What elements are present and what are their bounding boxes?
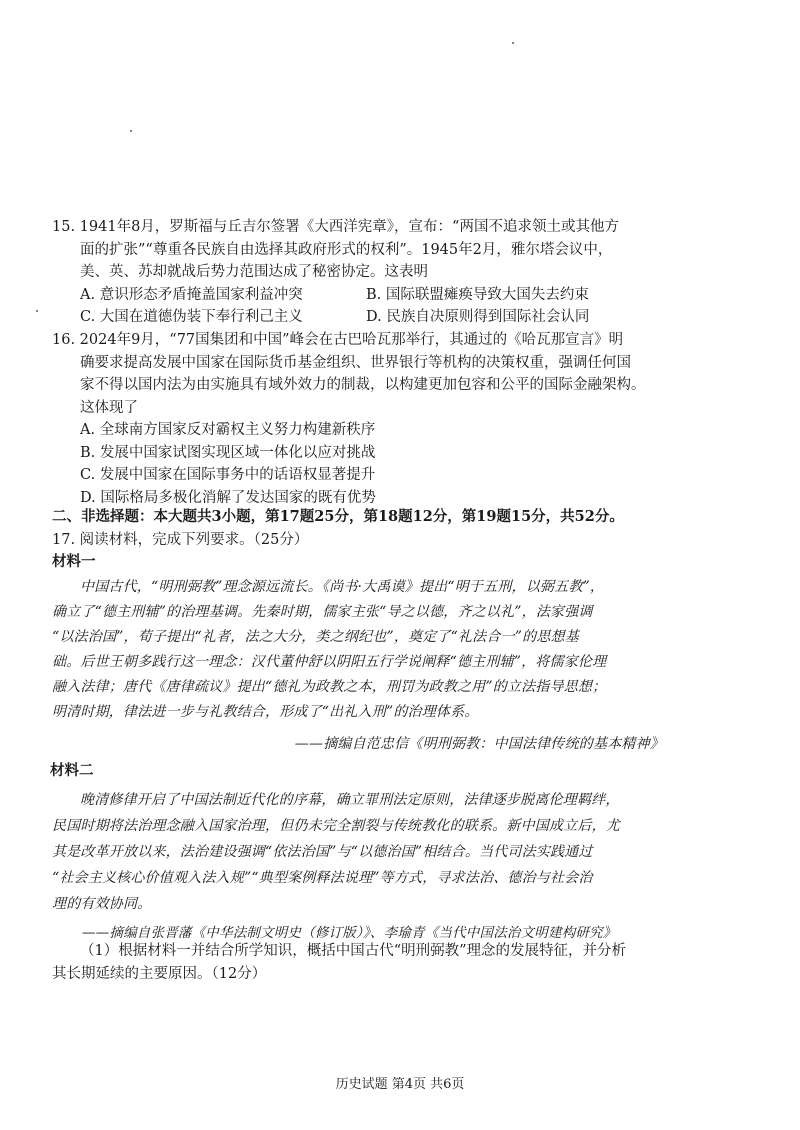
material-2-line: 理的有效协同。 [52,895,152,912]
material-2 [52,760,664,949]
material-1-line: 融入法律；唐代《唐律疏议》提出“德礼为政教之本，刑罚为政教之用”的立法指导思想； [52,679,607,695]
material-2-line: 民国时期将法治理念融入国家治理，但仍未完全割裂与传统教化的联系。新中国成立后，尤 [52,817,620,834]
q15-stem-line: 美、英、苏却就战后势力范围达成了秘密协定。这表明 [80,264,428,280]
q16-stem-line: 这体现了 [80,399,138,416]
q15-options-row [52,284,652,307]
q15-option-a: A. 意识形态矛盾掩盖国家利益冲突 [80,286,303,303]
material-1-title: 材料一 [52,553,96,570]
material-1-line: “以法治国”，荀子提出“礼者，法之大分，类之纲纪也”，奠定了“礼法合一”的思想基 [52,629,579,645]
scan-speck [36,310,38,312]
material-2-line: 其是改革开放以来，法治建设强调“依法治国”与“以德治国”相结合。当代司法实践通过 [52,843,593,860]
q16-option-c: C. 发展中国家在国际事务中的话语权显著提升 [80,467,376,483]
q17-intro: 17. 阅读材料，完成下列要求。（25分） [52,531,309,548]
q15-options-row [52,306,652,329]
material-1-source: ——摘编自范忠信《明刑弼教：中国法律传统的基本精神》 [294,736,664,752]
q16-option-b: B. 发展中国家试图实现区域一体化以应对挑战 [80,444,376,461]
q15-stem-line: 面的扩张”“尊重各民族自由选择其政府形式的权利”。1945年2月，雅尔塔会议中， [80,241,613,258]
question-16 [52,329,652,509]
q16-option-d: D. 国际格局多极化消解了发达国家的既有优势 [80,489,376,506]
q16-stem-line: 16. 2024年9月，“77国集团和中国”峰会在古巴哈瓦那举行，其通过的《哈瓦那宣言》明 [52,332,624,348]
question-15 [52,216,652,329]
material-1-line: 中国古代，“明刑弼教”理念源远流长。《尚书·大禹谟》提出“明于五刑，以弼五教”， [80,579,605,595]
section-2-header [52,506,652,574]
material-1-line: 明清时期，律法进一步与礼教结合，形成了“出礼入刑”的治理体系。 [52,704,479,720]
material-2-line: “社会主义核心价值观入法入规”“典型案例释法说理”等方式，寻求法治、德治与社会治 [52,869,593,886]
material-2-line: 晚清修律开启了中国法制近代化的序幕，确立罪刑法定原则，法律逐步脱离伦理羁绊， [80,791,620,808]
q15-option-d: D. 民族自决原则得到国际社会认同 [366,309,590,325]
section-2-title: 二、非选择题：本大题共3小题，第17题25分，第18题12分，第19题15分，共52分。 [52,508,624,525]
q17-task-1 [52,940,652,985]
q16-option-a: A. 全球南方国家反对霸权主义努力构建新秩序 [80,422,376,438]
material-1-line: 确立了“德主刑辅”的治理基调。先秦时期，儒家主张“导之以德，齐之以礼”，法家强调 [52,604,593,620]
material-1 [52,575,664,759]
scan-speck [130,130,132,132]
q15-option-b: B. 国际联盟瘫痪导致大国失去约束 [366,286,589,303]
q17-task-line: （1）根据材料一并结合所学知识，概括中国古代“明刑弼教”理念的发展特征，并分析 [80,943,627,959]
material-2-source: ——摘编自张晋藩《中华法制文明史（修订版）》、李瑜青《当代中国法治文明建构研究》 [82,924,617,941]
scan-speck [512,42,514,44]
page-footer: 历史试题 第4页 共6页 [335,1077,465,1092]
q16-stem-line: 家不得以国内法为由实施具有域外效力的制裁，以构建更加包容和公平的国际金融架构。 [80,377,646,393]
material-1-line: 础。后世王朝多践行这一理念：汉代董仲舒以阴阳五行学说阐释“德主刑辅”，将儒家伦理 [52,654,607,670]
q16-stem-line: 确要求提高发展中国家在国际货币基金组织、世界银行等机构的决策权重，强调任何国 [80,354,631,371]
q15-option-c: C. 大国在道德伪装下奉行利己主义 [80,309,303,325]
q17-task-line: 其长期延续的主要原因。（12分） [52,965,267,982]
material-2-title: 材料二 [50,762,94,779]
q15-stem-line: 15. 1941年8月，罗斯福与丘吉尔签署《大西洋宪章》，宣布：“两国不追求领土或其他方 [52,219,619,235]
